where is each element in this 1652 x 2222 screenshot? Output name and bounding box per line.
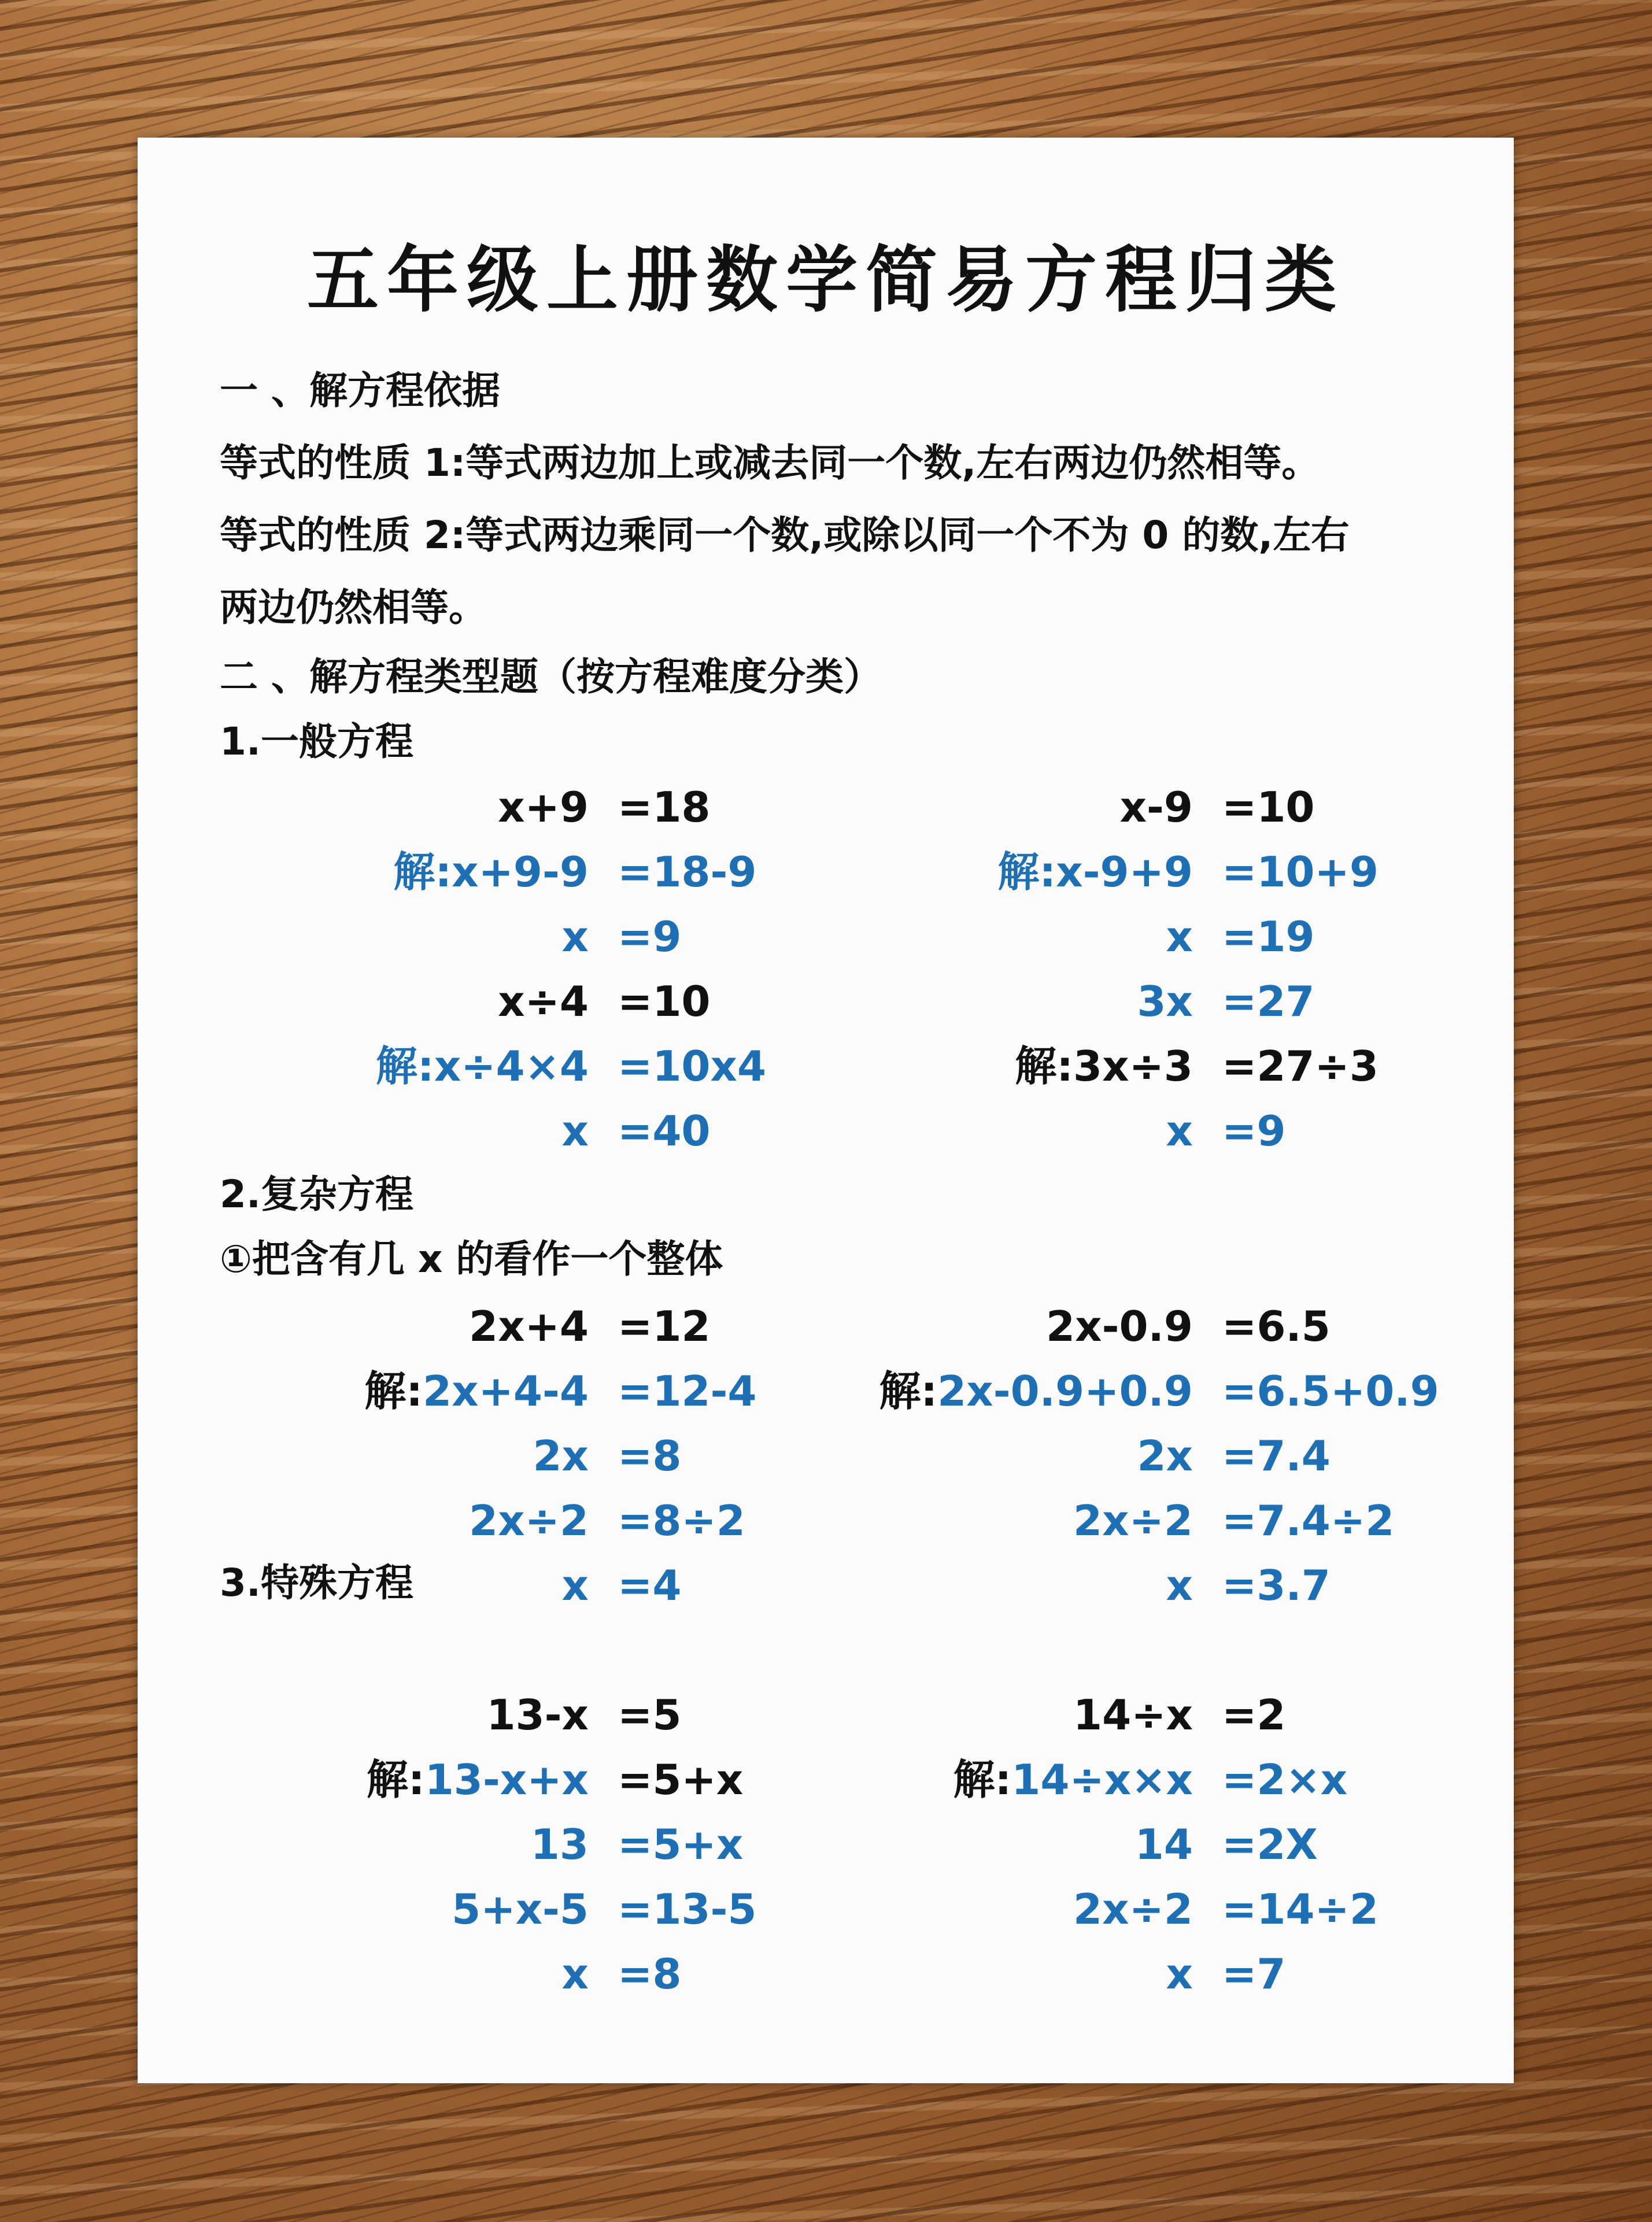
solution-prefix: 解: [879, 1367, 938, 1415]
equation-left-side: x [561, 1107, 589, 1155]
equation-left-side: 2x+4 [469, 1302, 589, 1351]
equation-lhs [1137, 1432, 1193, 1480]
equation-left-side: 13-x [486, 1691, 589, 1739]
equation-left-side: x [561, 912, 589, 961]
equation-lhs [1166, 1950, 1193, 1998]
equation-lhs [393, 848, 589, 896]
equation-right-side: =7.4 [1222, 1432, 1331, 1480]
equation-left-side: x [1166, 912, 1193, 961]
equation-right-side: =5+x [618, 1755, 744, 1804]
equation-right-side: =6.5+0.9 [1222, 1367, 1439, 1415]
equation-left-side: 14÷x×x [1011, 1755, 1193, 1804]
equation-right-side: =40 [618, 1107, 711, 1155]
equation-left-side: x [561, 1561, 589, 1610]
equation-lhs [1137, 977, 1193, 1026]
property-2-text: 等式的性质 2:等式两边乘同一个数,或除以同一个不为 0 的数,左右 [220, 513, 1350, 557]
equation-left-side: 2x-0.9 [1046, 1302, 1193, 1351]
equation-right-side: =2 [1222, 1691, 1286, 1739]
equation-lhs [561, 1950, 589, 1998]
equation-left-side: 2x÷2 [1073, 1885, 1193, 1933]
equation-left-side: 2x+4-4 [423, 1367, 589, 1415]
worksheet-card [138, 138, 1514, 2083]
equation-lhs [997, 848, 1193, 896]
equation-lhs [561, 912, 589, 961]
equation-lhs [879, 1367, 1193, 1415]
solution-prefix: 解: [1015, 1042, 1074, 1090]
equation-left-side: 13 [530, 1820, 589, 1869]
equation-lhs [1073, 1691, 1193, 1739]
equation-right-side: =7 [1222, 1950, 1286, 1998]
property-2-text-cont: 两边仍然相等。 [220, 585, 487, 630]
solution-prefix: 解: [366, 1755, 425, 1804]
section-2-heading: 二 、解方程类型题（按方程难度分类） [220, 655, 882, 699]
equation-lhs [530, 1820, 589, 1869]
equation-lhs [498, 977, 589, 1026]
equation-right-side: =10+9 [1222, 848, 1378, 896]
equation-left-side: 3x÷3 [1073, 1042, 1193, 1090]
equation-lhs [452, 1885, 589, 1933]
equation-left-side: 14÷x [1073, 1691, 1193, 1739]
equation-left-side: x÷4×4 [434, 1042, 589, 1090]
equation-left-side: x [1166, 1107, 1193, 1155]
equation-right-side: =5+x [618, 1820, 744, 1869]
equation-left-side: 14 [1134, 1820, 1193, 1869]
equation-right-side: =9 [618, 912, 682, 961]
equation-left-side: 2x [1137, 1432, 1193, 1480]
equation-lhs [1166, 1107, 1193, 1155]
equation-right-side: =19 [1222, 912, 1315, 961]
equation-lhs [469, 1496, 589, 1545]
solution-prefix: 解: [393, 848, 452, 896]
equation-left-side: 3x [1137, 977, 1193, 1026]
equation-left-side: x-9 [1119, 783, 1193, 831]
solution-prefix: 解: [375, 1042, 434, 1090]
equation-right-side: =14÷2 [1222, 1885, 1378, 1933]
equation-right-side: =27÷3 [1222, 1042, 1378, 1090]
solution-prefix: 解: [364, 1367, 423, 1415]
solution-prefix: 解: [953, 1755, 1012, 1804]
equation-right-side: =10x4 [618, 1042, 767, 1090]
equation-right-side: =8÷2 [618, 1496, 745, 1545]
equation-left-side: 2x [533, 1432, 589, 1480]
equation-left-side: x+9 [498, 783, 589, 831]
equation-left-side: x+9-9 [452, 848, 589, 896]
equation-right-side: =8 [618, 1432, 682, 1480]
equation-right-side: =10 [1222, 783, 1315, 831]
equation-lhs [375, 1042, 589, 1090]
equation-right-side: =8 [618, 1950, 682, 1998]
equation-lhs [486, 1691, 589, 1739]
equation-right-side: =18 [618, 783, 711, 831]
equation-lhs [533, 1432, 589, 1480]
equation-right-side: =6.5 [1222, 1302, 1331, 1351]
solution-prefix: 解: [997, 848, 1056, 896]
property-1-text: 等式的性质 1:等式两边加上或减去同一个数,左右两边仍然相等。 [220, 441, 1320, 485]
equation-lhs [561, 1561, 589, 1610]
equation-right-side: =10 [618, 977, 711, 1026]
equation-left-side: 2x÷2 [1073, 1496, 1193, 1545]
equation-right-side: =4 [618, 1561, 682, 1610]
equation-lhs [1046, 1302, 1193, 1351]
equation-right-side: =2X [1222, 1820, 1318, 1869]
equation-left-side: 5+x-5 [452, 1885, 589, 1933]
equation-left-side: 13-x+x [424, 1755, 589, 1804]
equation-lhs [1134, 1820, 1193, 1869]
equation-right-side: =12 [618, 1302, 711, 1351]
equation-left-side: 2x-0.9+0.9 [937, 1367, 1193, 1415]
equation-lhs [561, 1107, 589, 1155]
equation-left-side: x [1166, 1950, 1193, 1998]
subsection-general-equations: 1.一般方程 [220, 719, 413, 764]
equation-lhs [1119, 783, 1193, 831]
equation-right-side: =27 [1222, 977, 1315, 1026]
equation-right-side: =7.4÷2 [1222, 1496, 1395, 1545]
equation-right-side: =9 [1222, 1107, 1286, 1155]
subsection-special-equations: 3.特殊方程 [220, 1561, 413, 1605]
equation-right-side: =12-4 [618, 1367, 757, 1415]
equation-lhs [469, 1302, 589, 1351]
equation-lhs [1166, 1561, 1193, 1610]
equation-left-side: 2x÷2 [469, 1496, 589, 1545]
equation-lhs [366, 1755, 589, 1804]
equation-lhs [953, 1755, 1193, 1804]
equation-right-side: =13-5 [618, 1885, 757, 1933]
subsection-complex-equations: 2.复杂方程 [220, 1172, 413, 1217]
equation-lhs [1015, 1042, 1193, 1090]
equation-right-side: =2×x [1222, 1755, 1348, 1804]
equation-left-side: x [1166, 1561, 1193, 1610]
equation-right-side: =18-9 [618, 848, 757, 896]
equation-lhs [1166, 912, 1193, 961]
equation-left-side: x-9+9 [1056, 848, 1193, 896]
equation-left-side: x÷4 [498, 977, 589, 1026]
equation-lhs [364, 1367, 589, 1415]
equation-lhs [1073, 1885, 1193, 1933]
complex-equations-note: ①把含有几 x 的看作一个整体 [220, 1237, 723, 1281]
equation-left-side: x [561, 1950, 589, 1998]
section-1-heading: 一 、解方程依据 [220, 368, 500, 413]
equation-lhs [498, 783, 589, 831]
equation-right-side: =3.7 [1222, 1561, 1331, 1610]
equation-lhs [1073, 1496, 1193, 1545]
equation-right-side: =5 [618, 1691, 682, 1739]
page-title: 五年级上册数学简易方程归类 [306, 239, 1344, 322]
